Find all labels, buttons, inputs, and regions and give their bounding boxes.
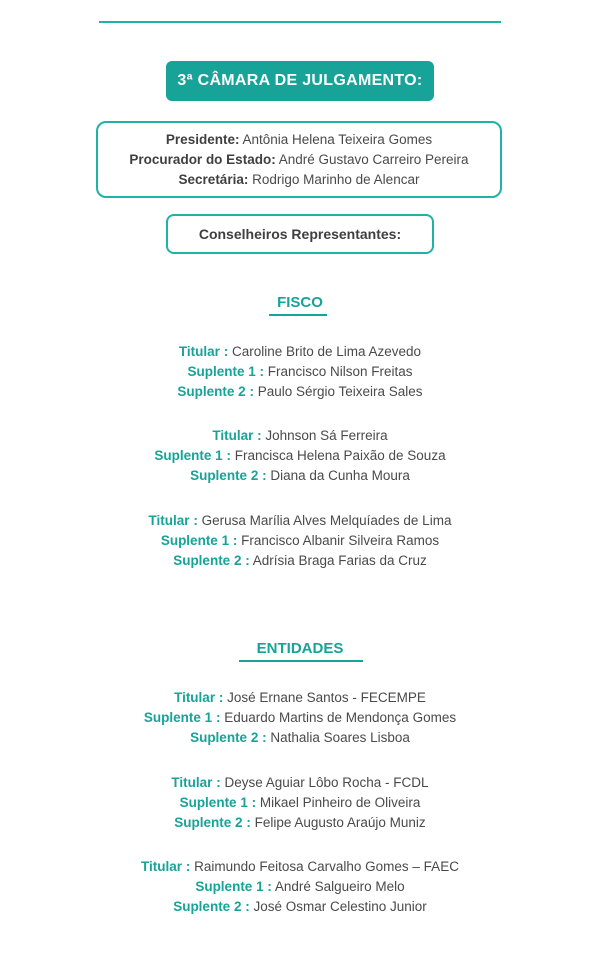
member-name: André Salgueiro Melo: [274, 879, 405, 894]
role-colon: :: [241, 899, 250, 914]
member-name: Mikael Pinheiro de Oliveira: [259, 795, 421, 810]
official-line: [129, 150, 468, 170]
member-group: [0, 688, 600, 748]
role-colon: :: [212, 775, 221, 790]
chamber-title: 3ª CÂMARA DE JULGAMENTO:: [166, 61, 434, 101]
member-role: Suplente 1: [187, 364, 256, 379]
member-name: Diana da Cunha Moura: [270, 468, 410, 483]
member-group: [0, 342, 600, 402]
role-colon: :: [182, 859, 191, 874]
member-role: Suplente 2: [173, 899, 242, 914]
member-line: [0, 897, 600, 917]
member-line: [0, 382, 600, 402]
member-line: [0, 426, 600, 446]
member-name: Johnson Sá Ferreira: [265, 428, 388, 443]
officials-box: [96, 121, 502, 198]
member-name: Nathalia Soares Lisboa: [270, 730, 410, 745]
member-role: Suplente 2: [177, 384, 246, 399]
member-line: [0, 793, 600, 813]
member-line: [0, 531, 600, 551]
official-line: [166, 130, 432, 150]
member-line: [0, 688, 600, 708]
role-colon: :: [245, 384, 254, 399]
member-line: [0, 877, 600, 897]
member-name: Eduardo Martins de Mendonça Gomes: [224, 710, 457, 725]
member-group: [0, 426, 600, 486]
member-name: Adrísia Braga Farias da Cruz: [252, 553, 427, 568]
member-line: [0, 511, 600, 531]
member-line: [0, 362, 600, 382]
role-colon: :: [229, 533, 238, 548]
member-role: Titular: [171, 775, 213, 790]
member-line: [0, 857, 600, 877]
member-role: Titular: [148, 513, 190, 528]
member-role: Suplente 1: [143, 710, 213, 725]
official-name: Rodrigo Marinho de Alencar: [252, 171, 420, 187]
section-heading-fisco: FISCO: [277, 294, 323, 311]
member-role: Titular: [178, 344, 220, 359]
role-colon: :: [243, 171, 249, 187]
member-group: [0, 773, 600, 833]
member-role: Suplente 1: [154, 448, 223, 463]
section-underline: [269, 314, 327, 316]
member-name: Paulo Sérgio Teixeira Sales: [257, 384, 423, 399]
member-line: [0, 708, 600, 728]
member-line: [0, 813, 600, 833]
role-colon: :: [189, 513, 198, 528]
role-colon: :: [271, 151, 276, 167]
official-role: Procurador do Estado: [129, 151, 272, 167]
member-role: Suplente 2: [190, 730, 259, 745]
member-line: [0, 466, 600, 486]
member-group: [0, 857, 600, 917]
role-colon: :: [242, 815, 251, 830]
member-name: Deyse Aguiar Lôbo Rocha - FCDL: [224, 775, 429, 790]
member-group: [0, 511, 600, 571]
role-colon: :: [215, 690, 224, 705]
member-name: Gerusa Marília Alves Melquíades de Lima: [201, 513, 452, 528]
role-colon: :: [219, 344, 229, 359]
member-name: Francisco Nilson Freitas: [267, 364, 413, 379]
member-name: Raimundo Feitosa Carvalho Gomes – FAEC: [194, 859, 459, 874]
role-colon: :: [258, 730, 267, 745]
member-line: [0, 773, 600, 793]
section-underline: [239, 660, 363, 662]
member-role: Suplente 1: [160, 533, 230, 548]
member-line: [0, 342, 600, 362]
member-name: Caroline Brito de Lima Azevedo: [231, 344, 422, 359]
top-divider: [99, 21, 501, 23]
member-name: Francisca Helena Paixão de Souza: [234, 448, 446, 463]
role-colon: :: [247, 795, 257, 810]
official-name: André Gustavo Carreiro Pereira: [278, 151, 469, 167]
role-colon: :: [234, 131, 240, 147]
official-role: Secretária: [178, 171, 244, 187]
role-colon: :: [222, 448, 231, 463]
official-name: Antônia Helena Teixeira Gomes: [242, 131, 433, 147]
member-name: José Ernane Santos - FECEMPE: [227, 690, 426, 705]
role-colon: :: [263, 879, 272, 894]
member-name: Felipe Augusto Araújo Muniz: [254, 815, 426, 830]
role-colon: :: [212, 710, 221, 725]
role-colon: :: [241, 553, 250, 568]
role-colon: :: [258, 468, 267, 483]
member-role: Suplente 1: [179, 795, 248, 810]
member-role: Titular: [212, 428, 254, 443]
member-role: Titular: [141, 859, 183, 874]
section-heading-entidades: ENTIDADES: [256, 640, 344, 657]
member-line: [0, 728, 600, 748]
member-line: [0, 551, 600, 571]
member-line: [0, 446, 600, 466]
member-role: Titular: [174, 690, 216, 705]
member-name: José Osmar Celestino Junior: [253, 899, 427, 914]
official-line: [179, 170, 420, 190]
member-role: Suplente 2: [174, 815, 243, 830]
member-role: Suplente 1: [195, 879, 264, 894]
role-colon: :: [253, 428, 262, 443]
official-role: Presidente: [165, 131, 235, 147]
member-role: Suplente 2: [190, 468, 259, 483]
role-colon: :: [255, 364, 264, 379]
member-name: Francisco Albanir Silveira Ramos: [241, 533, 440, 548]
member-role: Suplente 2: [173, 553, 242, 568]
counselors-label: Conselheiros Representantes:: [166, 214, 434, 254]
